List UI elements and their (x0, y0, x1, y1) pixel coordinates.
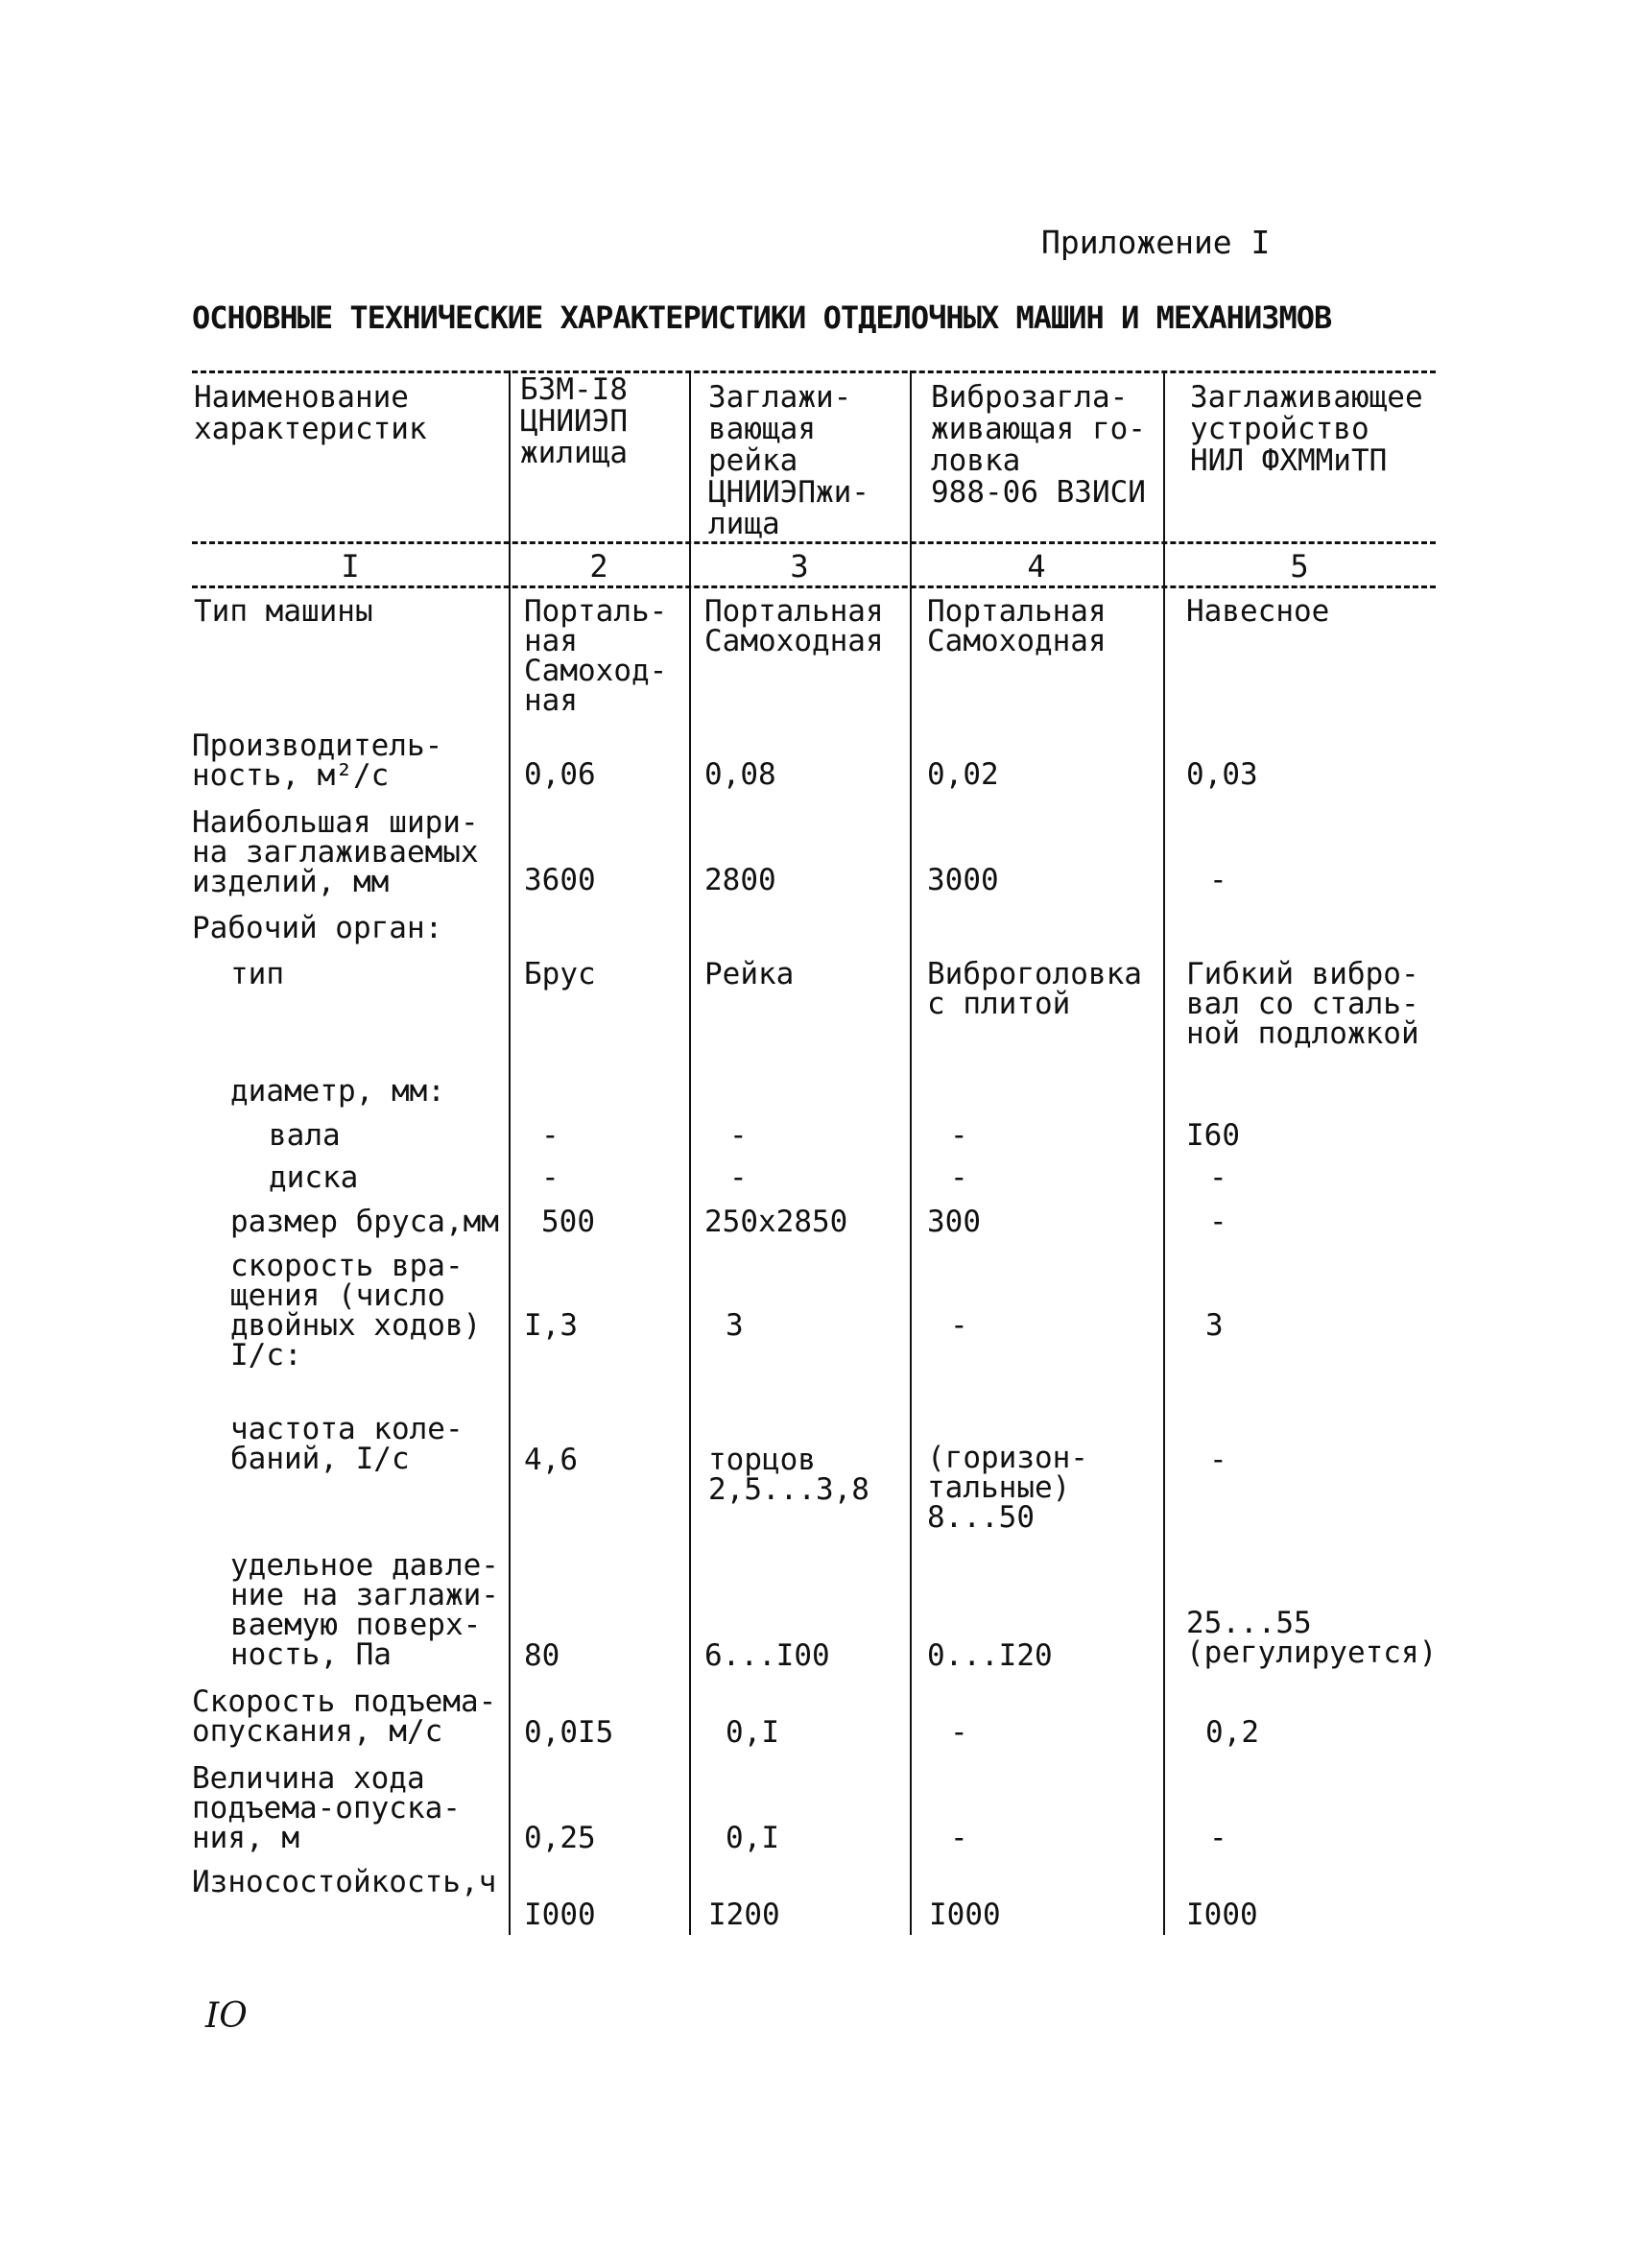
cell-value: 0,2 (1205, 1715, 1259, 1750)
cell-value: 0,I (726, 1821, 779, 1855)
page-number: IO (205, 1996, 248, 2036)
cell-value: Брус (524, 957, 596, 991)
cell-value: 0...I20 (927, 1638, 1053, 1673)
cell-value: - (541, 1118, 560, 1153)
cell-value: - (1209, 1821, 1227, 1855)
cell-value: 0,03 (1186, 757, 1258, 792)
cell-value: Виброголовка с плитой (927, 957, 1142, 1021)
cell-value: Портальная Самоходная (927, 594, 1107, 658)
row-label: удельное давле- ние на заглажи- ваемую поверх- ность, Па (230, 1548, 499, 1672)
cell-value: - (950, 1308, 968, 1343)
row-label: Наибольшая шири- на заглаживаемых изделий, мм (192, 805, 479, 899)
header-smoothing-rail: Заглажи- вающая рейка ЦНИИЭПжи- лища (708, 380, 869, 541)
document-title: ОСНОВНЫЕ ТЕХНИЧЕСКИЕ ХАРАКТЕРИСТИКИ ОТДЕЛОЧНЫХ МАШИН И МЕХАНИЗМОВ (192, 299, 1332, 336)
column-separator (689, 370, 691, 1935)
row-label: размер бруса,мм (230, 1205, 499, 1239)
cell-value: 250x2850 (704, 1205, 848, 1239)
column-separator (1163, 370, 1165, 1935)
cell-value: 0,0I5 (524, 1715, 614, 1750)
column-number: 5 (1290, 548, 1309, 585)
cell-value: торцов 2,5...3,8 (708, 1443, 869, 1507)
column-number: I (341, 548, 360, 585)
cell-value: 0,I (726, 1715, 779, 1750)
numbers-bottom-rule (192, 585, 1436, 588)
header-vibro-head: Виброзагла- живающая го- ловка 988-06 ВЗИСИ (931, 380, 1146, 510)
cell-value: 0,25 (524, 1821, 596, 1855)
cell-value: 0,08 (704, 757, 776, 792)
row-label: Производитель- ность, м²/с (192, 728, 443, 793)
cell-value: Рейка (704, 957, 795, 991)
cell-value: - (541, 1160, 560, 1195)
table-top-rule (192, 370, 1436, 373)
cell-value: - (1209, 1160, 1227, 1195)
column-number: 2 (589, 548, 608, 585)
row-label: диаметр, мм: (230, 1074, 445, 1109)
cell-value: Навесное (1186, 594, 1330, 629)
header-characteristics: Наименование характеристик (194, 380, 427, 446)
appendix-label: Приложение I (1041, 224, 1271, 261)
cell-value: - (1209, 1443, 1227, 1477)
row-label: частота коле- баний, I/с (230, 1412, 464, 1476)
cell-value: - (950, 1715, 968, 1750)
cell-value: I000 (929, 1898, 1001, 1932)
cell-value: 3 (726, 1308, 744, 1343)
cell-value: 0,06 (524, 757, 596, 792)
header-bzm-18: БЗМ-I8 ЦНИИЭП жилища (520, 372, 628, 470)
cell-value: I000 (1186, 1898, 1258, 1932)
cell-value: - (729, 1118, 748, 1153)
row-label: Тип машины (194, 594, 373, 629)
row-label: Скорость подъема- опускания, м/с (192, 1684, 497, 1749)
row-label: вала (269, 1118, 341, 1153)
cell-value: 0,02 (927, 757, 999, 792)
header-bottom-rule (192, 541, 1436, 544)
column-separator (910, 370, 912, 1935)
cell-value: Гибкий вибро- вал со сталь- ной подложкой (1186, 957, 1419, 1051)
row-label: скорость вра- щения (число двойных ходов) I/с: (230, 1249, 482, 1373)
cell-value: - (950, 1821, 968, 1855)
row-label: Износостойкость,ч (192, 1865, 497, 1899)
cell-value: (горизон- тальные) 8...50 (927, 1441, 1088, 1535)
cell-value: - (1209, 863, 1227, 897)
cell-value: - (950, 1118, 968, 1153)
cell-value: Портальная Самоходная (704, 594, 884, 658)
column-separator (509, 370, 511, 1935)
cell-value: 500 (541, 1205, 595, 1239)
cell-value: I200 (708, 1898, 780, 1932)
header-smoothing-device: Заглаживающее устройство НИЛ ФХММиТП (1190, 380, 1423, 478)
cell-value: 25...55 (регулируется) (1186, 1606, 1438, 1670)
cell-value: 2800 (704, 863, 776, 897)
cell-value: - (729, 1160, 748, 1195)
cell-value: I,3 (524, 1308, 578, 1343)
row-label: Рабочий орган: (192, 911, 443, 945)
cell-value: Порталь- ная Самоход- ная (524, 594, 668, 718)
cell-value: I000 (524, 1898, 596, 1932)
cell-value: - (950, 1160, 968, 1195)
cell-value: 6...I00 (704, 1638, 830, 1673)
row-label: диска (269, 1160, 359, 1195)
cell-value: 80 (524, 1638, 560, 1673)
cell-value: 4,6 (524, 1443, 578, 1477)
cell-value: 3 (1205, 1308, 1224, 1343)
row-label: тип (230, 957, 284, 991)
column-number: 4 (1027, 548, 1046, 585)
cell-value: I60 (1186, 1118, 1240, 1153)
cell-value: 300 (927, 1205, 981, 1239)
cell-value: 3600 (524, 863, 596, 897)
cell-value: 3000 (927, 863, 999, 897)
column-number: 3 (790, 548, 809, 585)
cell-value: - (1209, 1205, 1227, 1239)
row-label: Величина хода подъема-опуска- ния, м (192, 1761, 461, 1855)
